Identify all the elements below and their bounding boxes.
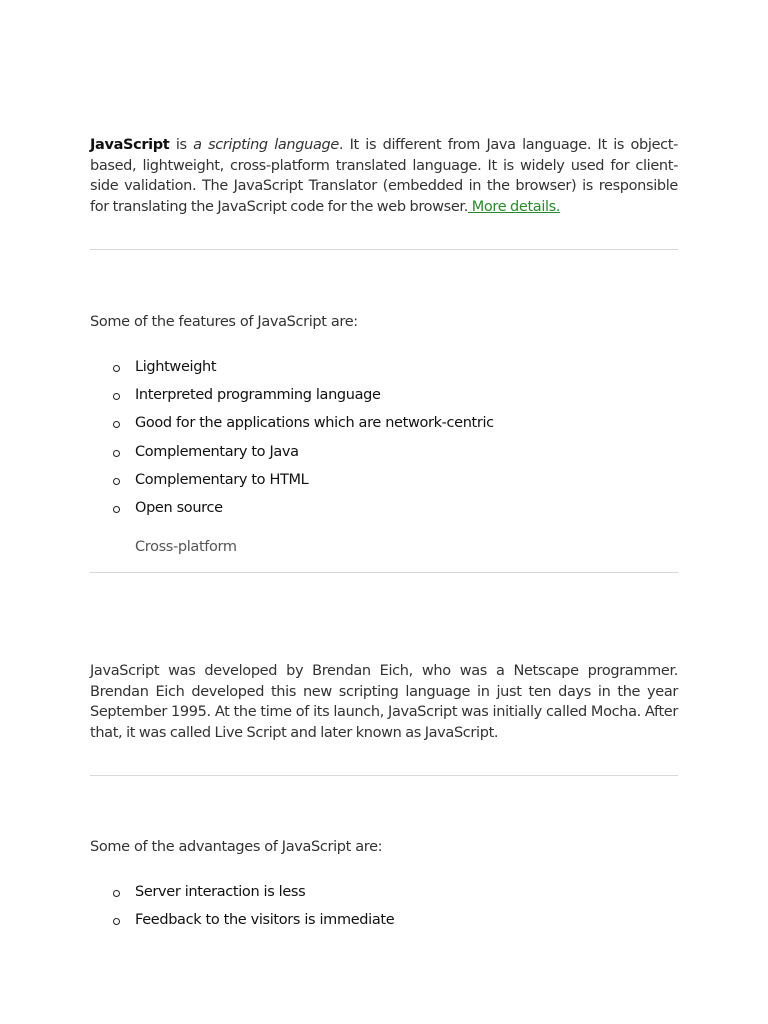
intro-is: is bbox=[169, 137, 194, 153]
cross-platform-note: Cross-platform bbox=[135, 539, 237, 555]
history-paragraph: JavaScript was developed by Brendan Eich, who was a Netscape programmer. Brendan Eich developed this new scripting language in just ten days in the year September 1995. At the time of its launch, JavaScript was initially called Mocha. After that, it was called Live Script and later known as JavaScript. bbox=[90, 663, 678, 741]
advantages-list-wrap bbox=[90, 882, 678, 938]
circle-bullet-icon bbox=[113, 450, 120, 457]
intro-body: . It is different from Java language. It is object-based, lightweight, cross-platform translated language. It is widely used for client-side validation. The JavaScript Translator (embedded in the browser) is responsible for translating the JavaScript code for the web browser. bbox=[90, 137, 678, 215]
features-section bbox=[90, 314, 678, 330]
list-item-text: Interpreted programming language bbox=[135, 387, 381, 404]
features-intro: Some of the features of JavaScript are: bbox=[90, 314, 358, 330]
intro-section bbox=[90, 135, 678, 217]
list-item-text: Server interaction is less bbox=[135, 884, 306, 900]
circle-bullet-icon bbox=[113, 421, 120, 428]
list-item bbox=[90, 910, 678, 938]
features-list bbox=[90, 357, 678, 526]
term-javascript: JavaScript bbox=[90, 137, 170, 153]
circle-bullet-icon bbox=[113, 890, 120, 897]
list-item bbox=[90, 413, 678, 441]
divider-1 bbox=[90, 249, 678, 250]
list-item-text: Good for the applications which are network-centric bbox=[135, 415, 494, 432]
history-section bbox=[90, 661, 678, 743]
list-item bbox=[90, 498, 678, 526]
divider-2 bbox=[90, 572, 678, 573]
circle-bullet-icon bbox=[113, 393, 120, 400]
advantages-section bbox=[90, 839, 678, 855]
list-item-text: Open source bbox=[135, 499, 223, 516]
circle-bullet-icon bbox=[113, 918, 120, 925]
list-item bbox=[90, 442, 678, 470]
circle-bullet-icon bbox=[113, 365, 120, 372]
scripting-language-emphasis: a scripting language bbox=[193, 137, 339, 153]
more-details-link[interactable]: More details. bbox=[467, 198, 561, 215]
list-item bbox=[90, 882, 678, 910]
list-item-text: Complementary to Java bbox=[135, 443, 299, 460]
list-item bbox=[90, 470, 678, 498]
circle-bullet-icon bbox=[113, 478, 120, 485]
list-item bbox=[90, 357, 678, 385]
intro-paragraph bbox=[90, 135, 678, 217]
features-note-wrap bbox=[90, 539, 678, 555]
divider-3 bbox=[90, 775, 678, 776]
circle-bullet-icon bbox=[113, 506, 120, 513]
list-item bbox=[90, 385, 678, 413]
list-item-text: Complementary to HTML bbox=[135, 471, 309, 488]
features-list-wrap bbox=[90, 357, 678, 526]
list-item-text: Lightweight bbox=[135, 359, 217, 375]
advantages-intro: Some of the advantages of JavaScript are: bbox=[90, 839, 383, 855]
advantages-list bbox=[90, 882, 678, 938]
list-item-text: Feedback to the visitors is immediate bbox=[135, 912, 395, 929]
